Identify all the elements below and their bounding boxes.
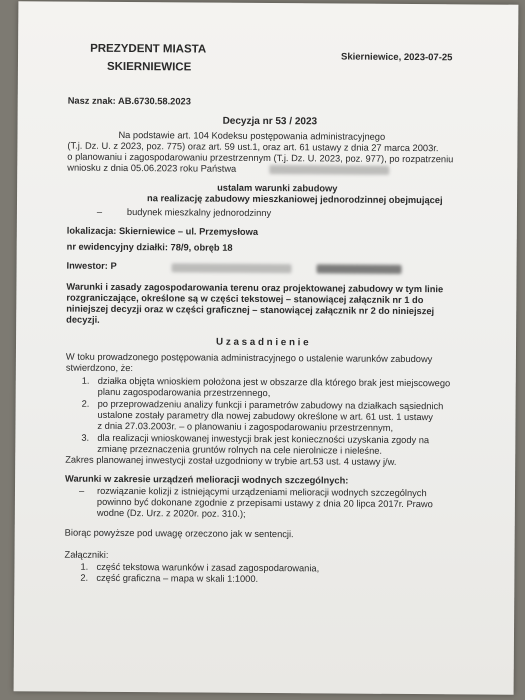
attachments-title: Załączniki: — [64, 549, 109, 560]
summary: Biorąc powyższe pod uwagę orzeczono jak w sentencji. — [64, 527, 294, 540]
conditions-line: rozgraniczające, określone są w części tekstowej – stanowiącej załącznik nr 1 do — [66, 292, 424, 306]
redaction — [317, 264, 402, 274]
list-number: 1. — [80, 561, 89, 572]
list-item: zmianę przeznaczenia gruntów rolnych na cele nierolnicze i nieleśne. — [97, 443, 383, 456]
reference-number: Nasz znak: AB.6730.58.2023 — [67, 95, 191, 107]
justification-closing: Zakres planowanej inwestycji został uzgodniony w trybie art.53 ust. 4 ustawy j/w. — [65, 454, 397, 467]
intro-line: wniosku z dnia 05.06.2023 roku Państwa — [67, 162, 237, 174]
melioration-line: wodne (Dz. Urz. z 2020r. poz. 310.); — [96, 507, 246, 519]
redaction — [172, 263, 292, 273]
list-number: 3. — [81, 432, 90, 443]
list-item: planu zagospodarowania przestrzennego, — [97, 386, 271, 399]
location: lokalizacja: Skierniewice – ul. Przemysłowa — [66, 225, 259, 237]
list-number: 2. — [81, 398, 90, 409]
dash-marker: – — [96, 206, 103, 217]
conditions-line: Warunki i zasady zagospodarowania terenu oraz projektowanej zabudowy w tym linie — [66, 281, 444, 295]
document-page — [14, 1, 519, 694]
melioration-title: Warunki w zakresie urządzeń melioracji wodnych szczególnych: — [65, 473, 349, 486]
list-item: z dnia 27.03.2003r. – o planowaniu i zagospodarowaniu przestrzennym, — [97, 420, 394, 433]
resolution-subheading: na realizację zabudowy mieszkaniowej jednorodzinnej obejmującej — [147, 193, 443, 206]
list-number: 2. — [80, 572, 89, 583]
conditions-line: niniejszej decyzji oraz w części graficznej – stanowiącej załącznik nr 2 do niniejszej — [66, 303, 435, 317]
list-item: po przeprowadzeniu analizy funkcji i parametrów zabudowy na działkach sąsiednich — [97, 398, 444, 412]
issuer-name: PREZYDENT MIASTA — [90, 42, 207, 56]
list-item: ustalone zostały parametry dla nowej zabudowy określone w art. 61 ust. 1 ustawy — [97, 409, 433, 423]
list-item: dla realizacji wnioskowanej inwestycji brak jest konieczności uzyskania zgody na — [97, 432, 430, 446]
intro-line: (T.j. Dz. U. z 2023, poz. 775) oraz art. 59 ust.1, oraz art. 61 ustawy z dnia 27 marca 2003r. — [67, 140, 439, 154]
issuer-city: SKIERNIEWICE — [106, 60, 192, 74]
attachment-item: część graficzna – mapa w skali 1:1000. — [96, 572, 259, 584]
justification-intro: stwierdzono, że: — [65, 362, 134, 374]
dash-marker: – — [78, 485, 85, 496]
parcel-number: nr ewidencyjny działki: 78/9, obręb 18 — [66, 241, 233, 253]
intro-line: Na podstawie art. 104 Kodeksu postępowania administracyjnego — [118, 129, 386, 142]
place-date: Skierniewice, 2023-07-25 — [340, 51, 453, 64]
melioration-line: rozwiązanie kolizji z istniejącymi urządzeniami melioracji wodnych szczególnych — [96, 485, 427, 499]
attachment-item: część tekstowa warunków i zasad zagospodarowania, — [96, 561, 320, 574]
list-item: działka objęta wnioskiem położona jest w obszarze dla którego brak jest miejscowego — [97, 375, 451, 389]
conditions-line: decyzji. — [66, 314, 100, 325]
resolution-item: budynek mieszkalny jednorodzinny — [126, 207, 272, 219]
decision-title: Decyzja nr 53 / 2023 — [222, 115, 318, 128]
intro-line: o planowaniu i zagospodarowaniu przestrzennym (T.j. Dz. U. 2023, poz. 977), po rozpatrzeniu — [67, 151, 454, 165]
redaction — [269, 165, 389, 175]
investor: Inwestor: P — [66, 260, 117, 271]
justification-title: U z a s a d n i e n i e — [216, 336, 309, 349]
resolution-heading: ustalam warunki zabudowy — [217, 182, 338, 194]
melioration-line: powinno być dokonane zgodnie z przepisami ustawy z dnia 20 lipca 2017r. Prawo — [96, 496, 433, 510]
list-number: 1. — [81, 375, 90, 386]
justification-intro: W toku prowadzonego postępowania administracyjnego o ustalenie warunków zabudowy — [65, 351, 433, 365]
